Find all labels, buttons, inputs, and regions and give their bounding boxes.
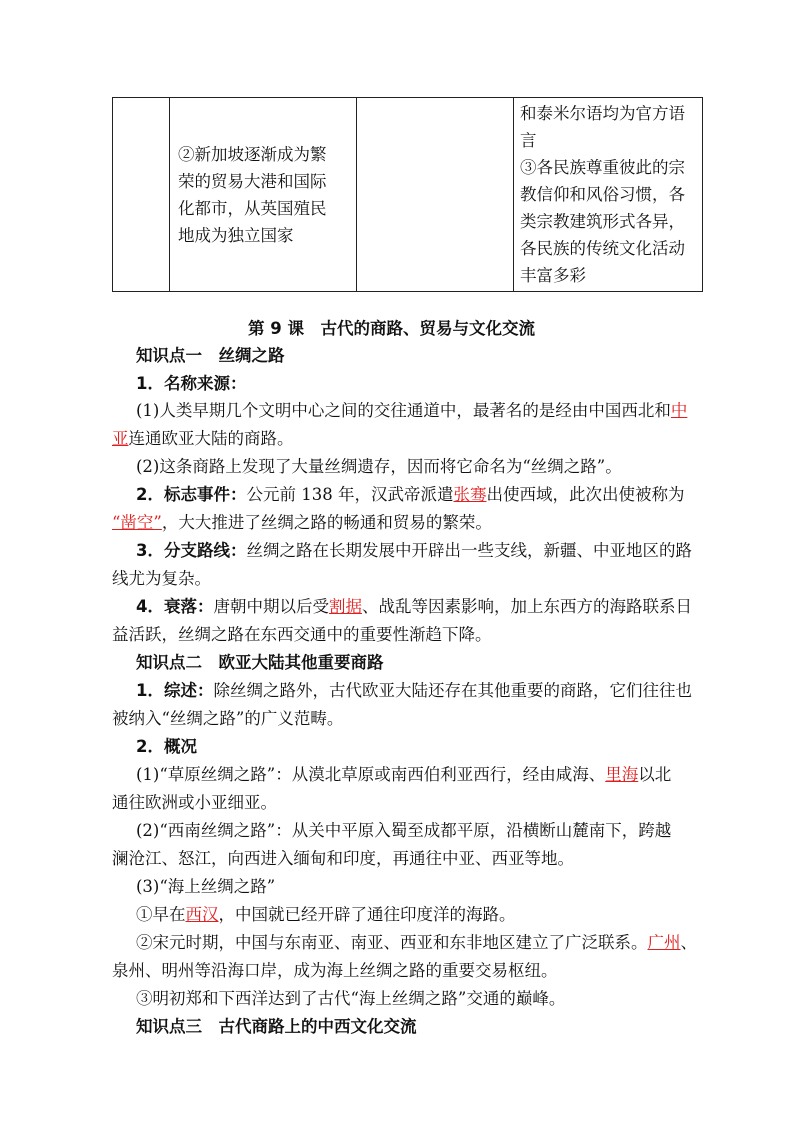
keyword-red: 中 xyxy=(670,401,688,420)
keyword-red: 亚 xyxy=(112,429,129,448)
name-origin-label: 1．名称来源： xyxy=(136,374,247,393)
section-heading-kp1: 知识点一 丝绸之路 xyxy=(136,346,285,365)
text: (1)“草原丝绸之路”：从漠北草原或南西伯利亚西行，经由咸海、 xyxy=(136,765,606,784)
paragraph-line xyxy=(136,932,697,954)
summary-label: 1．综述： xyxy=(136,681,214,700)
paragraph-line: 通往欧洲或小亚细亚。 xyxy=(112,793,277,812)
cell-line: ②新加坡逐渐成为繁 xyxy=(178,144,327,164)
paragraph-line xyxy=(136,400,687,422)
cell-line: 丰富多彩 xyxy=(520,266,586,285)
paragraph-line xyxy=(136,764,671,786)
keyword-red: 割据 xyxy=(328,597,362,616)
paragraph-line xyxy=(136,904,516,926)
paragraph-line xyxy=(136,596,692,618)
text: ，大大推进了丝绸之路的畅通和贸易的繁荣。 xyxy=(161,513,492,532)
continuation-table xyxy=(112,97,703,292)
paragraph-line: 被纳入“丝绸之路”的广义范畴。 xyxy=(112,709,344,728)
cell-line: 教信仰和风俗习惯，各 xyxy=(520,185,685,204)
decline-label: 4．衰落： xyxy=(136,597,214,616)
cell-line: 和泰米尔语均为官方语 xyxy=(520,104,685,123)
text: ，中国就已经开辟了通往印度洋的海路。 xyxy=(218,905,516,924)
paragraph-line: 线尤为复杂。 xyxy=(112,569,211,588)
keyword-red: 里海 xyxy=(605,765,639,784)
lesson-title: 第 9 课 古代的商路、贸易与文化交流 xyxy=(248,319,535,338)
paragraph-line xyxy=(112,428,294,450)
cell-line: 荣的贸易大港和国际 xyxy=(178,171,327,191)
text: (1)人类早期几个文明中心之间的交往通道中，最著名的是经由中国西北和 xyxy=(136,401,671,420)
event-label: 2．标志事件： xyxy=(136,485,247,504)
cell-line: 化都市，从英国殖民 xyxy=(178,198,327,218)
text: 唐朝中期以后受 xyxy=(213,597,329,616)
table-cell-singapore xyxy=(170,98,357,292)
text: 、 xyxy=(680,933,697,952)
cell-line: 地成为独立国家 xyxy=(178,225,294,245)
cell-line: 类宗教建筑形式各异， xyxy=(520,212,685,231)
paragraph-line: (2)这条商路上发现了大量丝绸遗存，因而将它命名为“丝绸之路”。 xyxy=(136,457,622,476)
paragraph-line: (3)“海上丝绸之路” xyxy=(136,877,276,896)
cell-line: 各民族的传统文化活动 xyxy=(520,239,685,258)
keyword-red: “凿空” xyxy=(112,513,162,532)
text: 丝绸之路在长期发展中开辟出一些支线，新疆、中亚地区的路 xyxy=(246,541,692,560)
overview-label: 2．概况 xyxy=(136,737,197,756)
text: ②宋元时期，中国与东南亚、南亚、西亚和东非地区建立了广泛联系。 xyxy=(136,933,648,952)
paragraph-line: 益活跃，丝绸之路在东西交通中的重要性渐趋下降。 xyxy=(112,625,492,644)
text: 出使西域，此次出使被称为 xyxy=(486,485,685,504)
section-heading-kp2: 知识点二 欧亚大陆其他重要商路 xyxy=(136,653,384,672)
table-cell-culture xyxy=(514,98,703,292)
paragraph-line: (2)“西南丝绸之路”：从关中平原入蜀至成都平原，沿横断山麓南下，跨越 xyxy=(136,821,672,840)
paragraph-line xyxy=(136,484,684,506)
keyword-red: 张骞 xyxy=(453,485,487,504)
text: 连通欧亚大陆的商路。 xyxy=(128,429,294,448)
paragraph-line: ③明初郑和下西洋达到了古代“海上丝绸之路”交通的巅峰。 xyxy=(136,989,566,1008)
keyword-red: 广州 xyxy=(647,933,681,952)
paragraph-line xyxy=(136,540,692,562)
paragraph-line: 澜沧江、怒江，向西进入缅甸和印度，再通往中亚、西亚等地。 xyxy=(112,849,574,868)
text: 以北 xyxy=(638,765,672,784)
keyword-red: 西汉 xyxy=(185,905,219,924)
table-cell-empty xyxy=(113,98,170,292)
paragraph-line xyxy=(136,680,692,702)
text: 、战乱等因素影响，加上东西方的海路联系日 xyxy=(361,597,692,616)
branch-label: 3．分支路线： xyxy=(136,541,247,560)
table-row xyxy=(113,98,703,292)
text: 公元前 138 年，汉武帝派遣 xyxy=(246,485,454,504)
paragraph-line xyxy=(112,512,492,534)
table-cell-empty xyxy=(357,98,514,292)
cell-line: ③各民族尊重彼此的宗 xyxy=(520,158,685,177)
text: 除丝绸之路外，古代欧亚大陆还存在其他重要的商路，它们往往也 xyxy=(213,681,692,700)
text: ①早在 xyxy=(136,905,186,924)
paragraph-line: 泉州、明州等沿海口岸，成为海上丝绸之路的重要交易枢纽。 xyxy=(112,961,558,980)
section-heading-kp3: 知识点三 古代商路上的中西文化交流 xyxy=(136,1017,417,1036)
cell-line: 言 xyxy=(520,131,537,150)
